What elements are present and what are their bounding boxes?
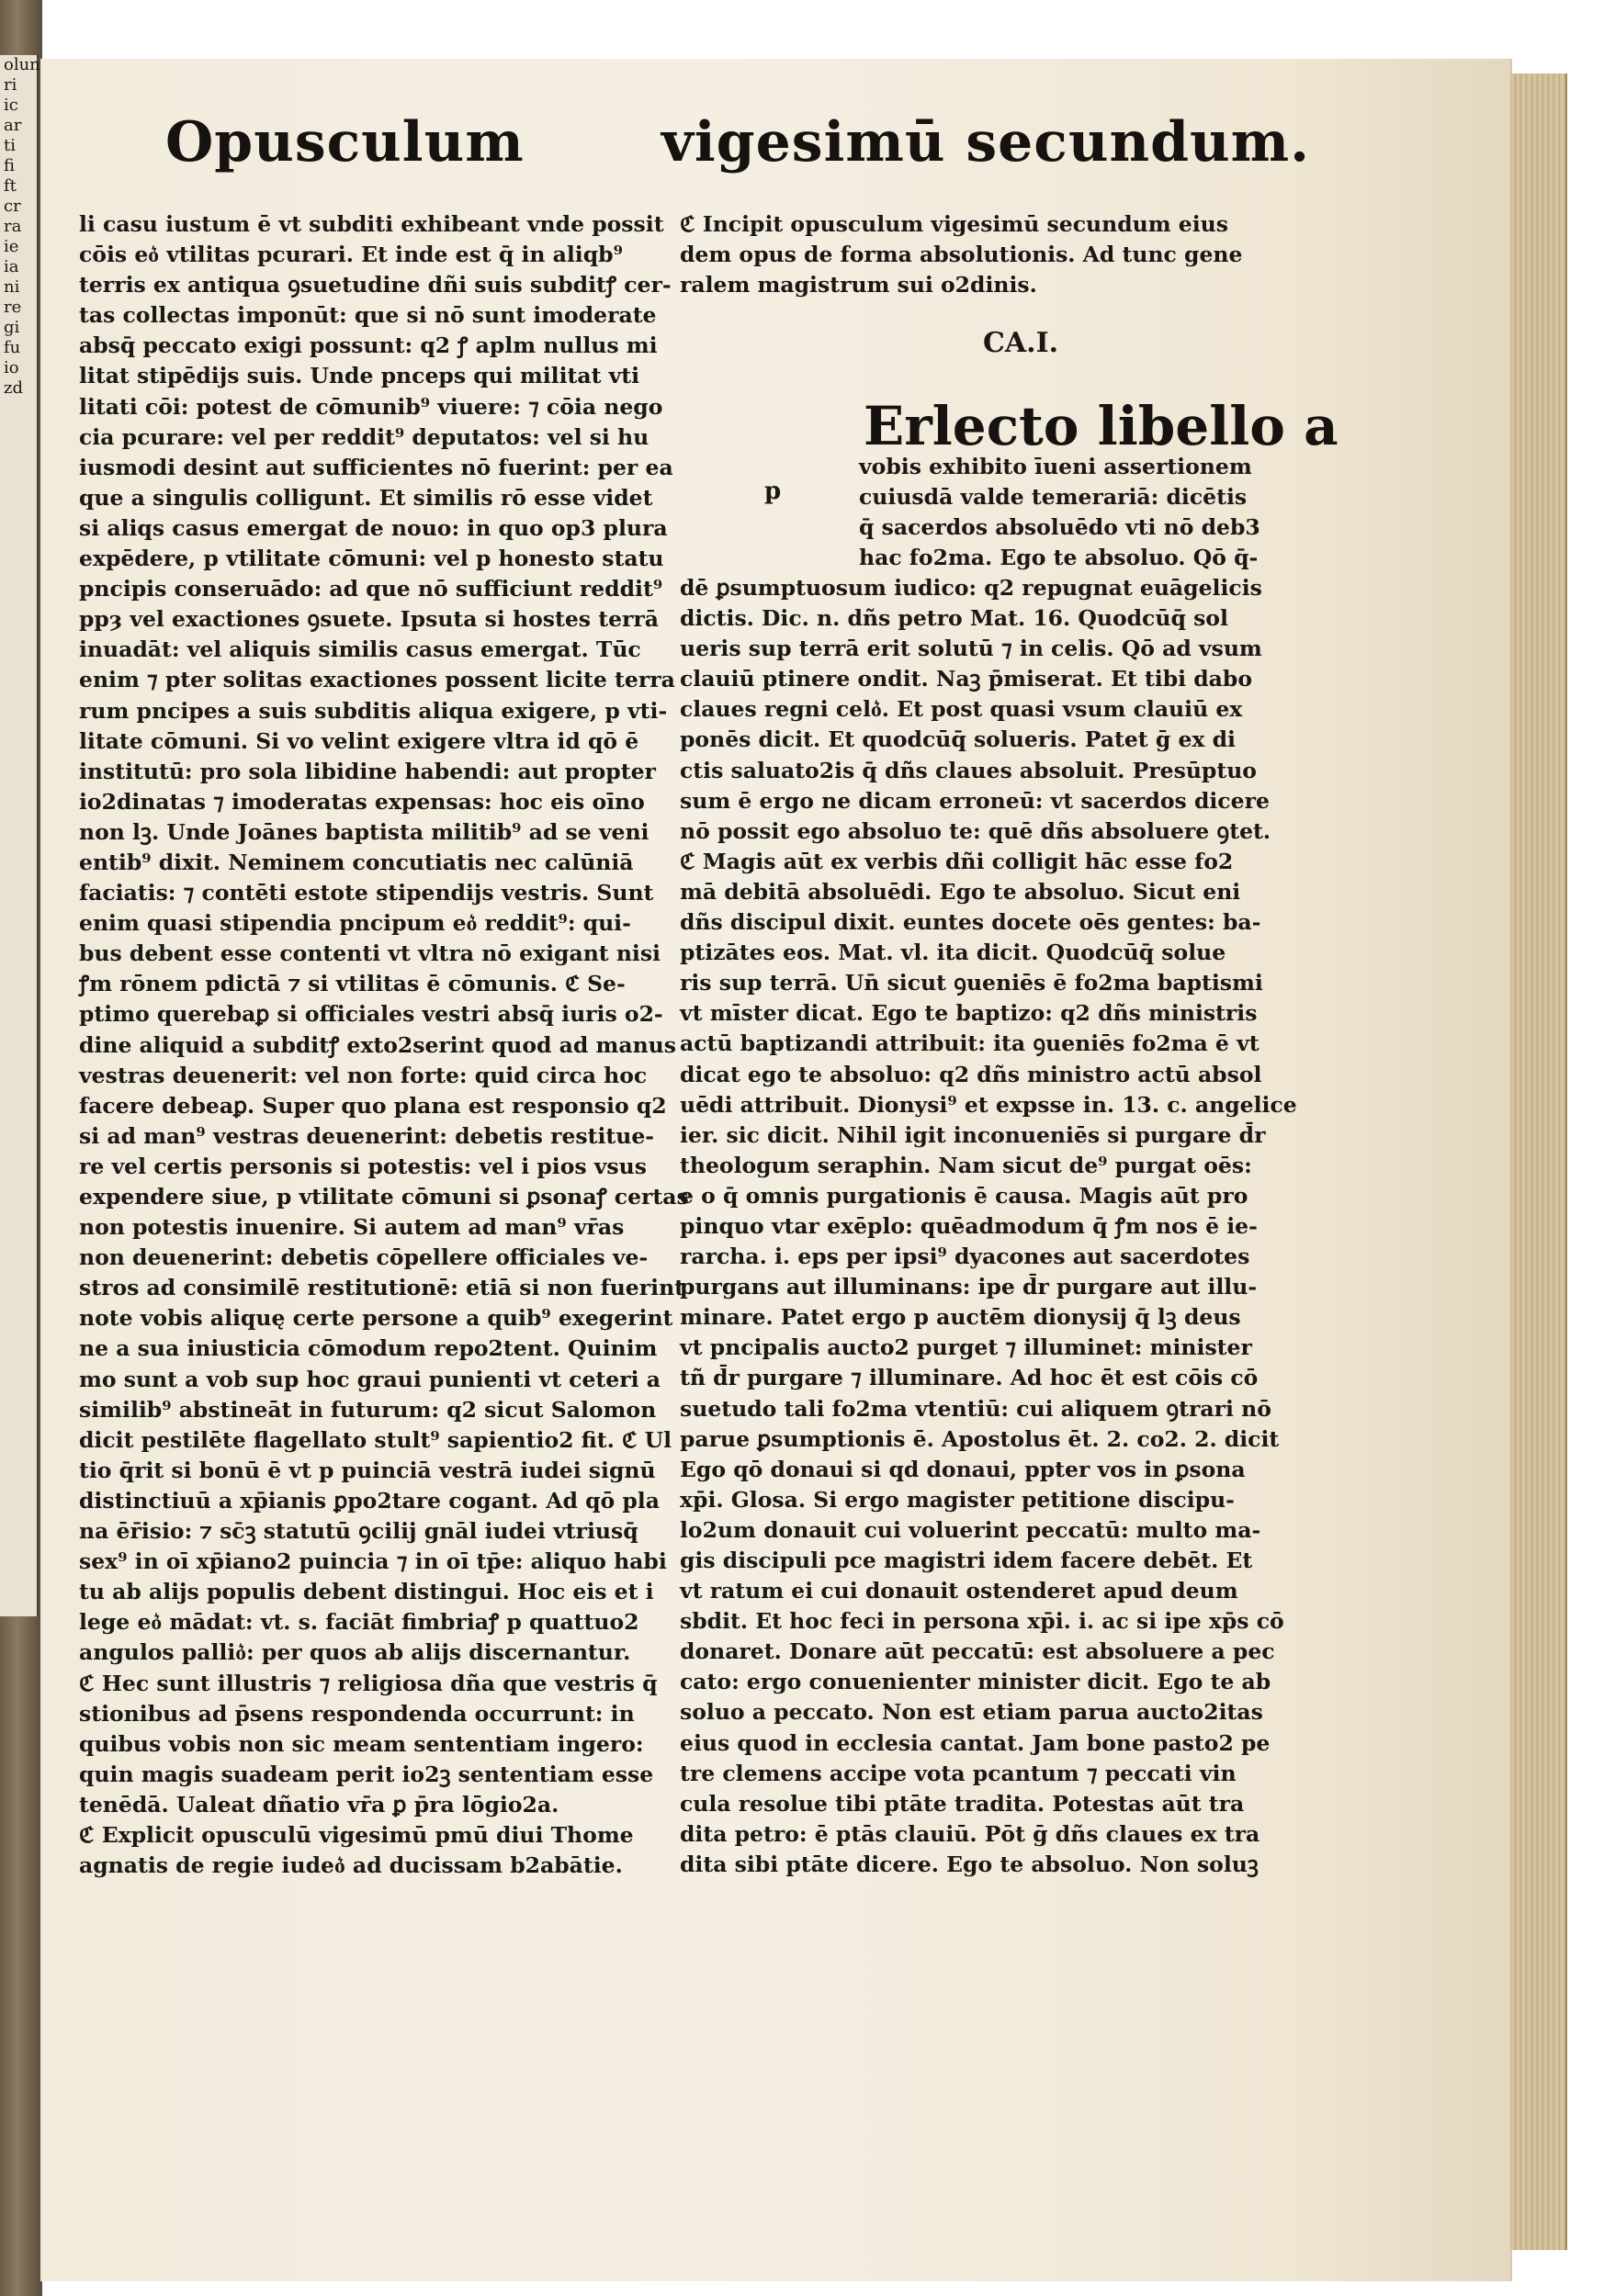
text-line: hac fo2ma. Ego te absoluo. Qō q̄- (859, 545, 1259, 571)
facing-page-strip (0, 55, 39, 1616)
text-line: enim ⁊ pter solitas exactiones possent licite terra (79, 667, 675, 693)
text-line: tñ d̄r purgare ⁊ illuminare. Ad hoc ēt est cōis cō (680, 1365, 1259, 1391)
text-line: theologum seraphin. Nam sicut de⁹ purgat oēs: (680, 1152, 1252, 1178)
text-line: minare. Patet ergo p auctēm dionysij q̄ lꝫ deus (680, 1304, 1241, 1331)
text-line: terris ex antiqua ꝯsuetudine dñi suis subditꝭ cer- (79, 272, 672, 298)
text-line: ctis saluato2is q̄ dñs claues absoluit. Presūptuo (680, 757, 1257, 783)
facing-page-fragment: fu (4, 338, 21, 357)
text-line: inuadāt: vel aliquis similis casus emergat. Tūc (79, 636, 641, 663)
text-line: suetudo tali fo2ma vtentiū: cui aliquem ꝯtrari nō (680, 1395, 1271, 1422)
guide-letter: p (764, 478, 782, 505)
rubric-line: ralem magistrum sui o2dinis. (680, 272, 1037, 298)
facing-page-fragment: ra (4, 217, 22, 236)
right-column-incipit-rubric (680, 209, 1305, 300)
text-line: vobis exhibito īueni assertionem (859, 454, 1252, 479)
text-line: ℭ Explicit opusculū vigesimū pmū diui Thome (79, 1821, 634, 1848)
facing-page-fragment: ia (4, 257, 19, 276)
text-line: cula resolue tibi ptāte tradita. Potestas aūt tra (680, 1790, 1245, 1817)
text-line: purgans aut illuminans: ipe d̄r purgare aut illu- (680, 1274, 1258, 1300)
text-line: vt mīster dicat. Ego te baptizo: q2 dñs ministris (680, 1000, 1258, 1027)
text-line: facere debeaꝑ. Super quo plana est responsio q2 (79, 1092, 667, 1119)
text-line: dita petro: ē ptās clauiū. Pōt ḡ dñs claues ex tra (680, 1820, 1260, 1847)
text-line: cuiusdā valde temerariā: dicētis (859, 484, 1248, 511)
text-line: clauiū ptinere ondit. Naꝫ p̄miserat. Et tibi dabo (680, 666, 1253, 692)
text-line: re vel certis personis si potestis: vel i pios vsus (79, 1153, 647, 1179)
text-line: stionibus ad p̄sens respondenda occurrunt: in (79, 1700, 635, 1727)
page-edges (1510, 73, 1567, 2250)
text-line: ℭ Hec sunt illustris ⁊ religiosa dña que vestris q̄ (79, 1670, 658, 1696)
text-line: litate cōmuni. Si vo velint exigere vltra id qō ē (79, 727, 639, 754)
text-line: xp̄i. Glosa. Si ergo magister petitione discipu- (680, 1486, 1235, 1513)
left-text-column (79, 209, 689, 1881)
text-line: distinctiuū a xp̄ianis ꝑpo2tare cogant. Ad qō pla (79, 1487, 660, 1514)
rubric-line: dem opus de forma absolutionis. Ad tunc gene (680, 242, 1243, 268)
text-line: ppȝ vel exactiones ꝯsuete. Ipsuta si hostes terrā (79, 606, 660, 633)
text-line: tu ab alijs populis debent distingui. Hoc eis et i (79, 1579, 654, 1605)
text-line: Ego qō donaui si qd donaui, ppter vos in ꝑsona (680, 1456, 1246, 1482)
facing-page-fragment: gi (4, 318, 20, 337)
text-line: dine aliquid a subditꝭ exto2serint quod ad manus (79, 1031, 676, 1058)
text-line: ne a sua iniusticia cōmodum repo2tent. Quinim (79, 1335, 658, 1362)
text-line: litat stipēdijs suis. Unde pnceps qui militat vti (79, 363, 640, 389)
text-line: si aliqs casus emergat de nouo: in quo op3 plura (79, 514, 668, 541)
text-line: sbdit. Et hoc feci in persona xp̄i. i. ac si ipe xp̄s cō (680, 1608, 1284, 1635)
facing-page-fragment: re (4, 298, 22, 317)
text-line: dita sibi ptāte dicere. Ego te absoluo. Non soluꝫ (680, 1851, 1259, 1877)
text-line: mo sunt a vob sup hoc graui punienti vt ceteri a (79, 1366, 661, 1392)
text-line: vt ratum ei cui donauit ostenderet apud deum (680, 1578, 1238, 1604)
text-line: nō possit ego absoluo te: quē dñs absoluere ꝯtet. (680, 817, 1271, 844)
text-line: uēdi attribuit. Dionysi⁹ et expsse in. 13. c. angelice (680, 1091, 1297, 1118)
text-line: mā debitā absoluēdi. Ego te absoluo. Sicut eni (680, 878, 1241, 905)
text-line: na ēr̄isio: ⁊ sc̄ꝫ statutū ꝯcilij gnāl iudei vtriusq̄ (79, 1518, 638, 1545)
text-line: que a singulis colligunt. Et similis rō esse videt (79, 484, 653, 511)
text-line: absq̄ peccato exigi possunt: q2 ꝭ aplm nullus mi (79, 332, 658, 359)
text-line: cia pcurare: vel per reddit⁹ deputatos: vel si hu (79, 423, 650, 450)
text-line: cōis eo͛ vtilitas pcurari. Et inde est q̄ in aliqb⁹ (79, 242, 623, 268)
chapter-heading: CA.I. (983, 327, 1059, 359)
text-line: similib⁹ abstineāt in futurum: q2 sicut Salomon (79, 1396, 657, 1423)
text-line: vestras deuenerit: vel non forte: quid circa hoc (79, 1062, 648, 1088)
text-line: expendere siue, p vtilitate cōmuni si ꝑsonaꝭ certas (79, 1184, 689, 1210)
text-line: note vobis aliquę certe persone a quib⁹ exegerint (79, 1305, 673, 1332)
text-line: io2dinatas ⁊ imoderatas expensas: hoc eis oīno (79, 788, 645, 815)
text-line: tre clemens accipe vota pcantum ⁊ peccati vin (680, 1760, 1237, 1786)
facing-page-fragment: ie (4, 237, 19, 256)
text-line: dē ꝑsumptuosum iudico: q2 repugnat euāgelicis (680, 575, 1262, 601)
text-line: tio q̄rit si bonū ē vt p puinciā vestrā iudei signū (79, 1457, 656, 1483)
facing-page-fragment: ar (4, 116, 22, 135)
text-line: dictis. Dic. n. dñs petro Mat. 16. Quodcūq̄ sol (680, 605, 1228, 632)
text-line: lege eo͛ mādat: vt. s. faciāt fimbriaꝭ p quattuo2 (79, 1609, 639, 1636)
text-line: bus debent esse contenti vt vltra nō exigant nisi (79, 940, 661, 967)
facing-page-fragment: ri (4, 75, 17, 95)
text-line: quibus vobis non sic meam sententiam ingero: (79, 1730, 644, 1757)
text-line: stros ad consimilē restitutionē: etiā si non fuerint (79, 1275, 685, 1301)
text-line: ptimo querebaꝑ si officiales vestri absq̄ iuris o2- (79, 1001, 663, 1028)
text-line: lo2um donauit cui voluerint peccatū: multo ma- (680, 1516, 1261, 1543)
text-line: non deuenerint: debetis cōpellere officiales ve- (79, 1244, 649, 1271)
facing-page-fragment: fi (4, 156, 16, 175)
facing-page-fragment: ic (4, 96, 18, 115)
text-line: ptizātes eos. Mat. vl. ita dicit. Quodcūq̄ solue (680, 940, 1226, 966)
text-line: expēdere, p vtilitate cōmuni: vel p honesto statu (79, 546, 664, 572)
text-line: sex⁹ in oī xp̄iano2 puincia ⁊ in oī tp̄e: aliquo habi (79, 1548, 667, 1575)
text-line: dicit pestilēte flagellato stult⁹ sapientio2 fit. ℭ Ul (79, 1426, 672, 1453)
facing-page-fragment: cr (4, 197, 21, 216)
facing-page-fragment: olun (4, 55, 40, 74)
right-text-column (680, 573, 1305, 1880)
text-line: eius quod in ecclesia cantat. Jam bone pasto2 pe (680, 1729, 1271, 1756)
text-line: parue ꝑsumptionis ē. Apostolus ēt. 2. co2. 2. dicit (680, 1425, 1280, 1452)
text-line: actū baptizandi attribuit: ita ꝯueniēs fo2ma ē vt (680, 1030, 1259, 1057)
text-line: pinquo vtar exēplo: quēadmodum q̄ ꝭm nos ē ie- (680, 1212, 1258, 1239)
running-head-left: Opusculum (165, 110, 525, 174)
text-line: vt pncipalis aucto2 purget ⁊ illuminet: minister (680, 1334, 1252, 1361)
text-line: iusmodi desint aut sufficientes nō fuerint: per ea (79, 454, 673, 480)
text-line: ponēs dicit. Et quodcūq̄ solueris. Patet ḡ ex di (680, 726, 1236, 753)
text-line: ris sup terrā. Un̄ sicut ꝯueniēs ē fo2ma baptismi (680, 970, 1263, 996)
text-line: ꝭm rōnem pdictā ⁊ si vtilitas ē cōmunis. ℭ Se- (79, 971, 626, 997)
text-line: donaret. Donare aūt peccatū: est absoluere a pec (680, 1638, 1275, 1665)
text-line: enim quasi stipendia pncipum eo͛ reddit⁹: qui- (79, 910, 631, 937)
facing-page-fragment: ft (4, 176, 17, 196)
rubric-line: ℭ Incipit opusculum vigesimū secundum eius (680, 211, 1228, 237)
text-line: dicat ego te absoluo: q2 dñs ministro actū absol (680, 1061, 1262, 1087)
text-line: pncipis conseruādo: ad que nō sufficiunt reddit⁹ (79, 576, 663, 602)
facing-page-fragment: ni (4, 277, 20, 297)
text-line: institutū: pro sola libidine habendi: aut propter (79, 758, 656, 784)
text-line: entib⁹ dixit. Neminem concutiatis nec calūniā (79, 849, 634, 875)
text-line: cato: ergo conuenienter minister dicit. Ego te ab (680, 1669, 1271, 1695)
text-line: dñs discipul dixit. euntes docete oēs gentes: ba- (680, 909, 1261, 936)
text-line: faciatis: ⁊ contēti estote stipendijs vestris. Sunt (79, 880, 654, 906)
text-line: claues regni celo͛. Et post quasi vsum clauiū ex (680, 696, 1243, 723)
text-line: tas collectas imponūt: que si nō sunt imoderate (79, 302, 657, 329)
text-line: e o q̄ omnis purgationis ē causa. Magis aūt pro (680, 1182, 1248, 1209)
text-line: agnatis de regie iudeo͛ ad ducissam b2abātie. (79, 1852, 623, 1879)
text-line: rum pncipes a suis subditis aliqua exigere, p vti- (79, 697, 668, 724)
text-line: gis discipuli pce magistri idem facere debēt. Et (680, 1548, 1253, 1573)
text-line: quin magis suadeam perit io2ꝫ sententiam esse (79, 1761, 654, 1787)
facing-page-fragment: io (4, 358, 19, 377)
right-column-indented-text (859, 452, 1300, 573)
text-line: q̄ sacerdos absoluēdo vti nō deb3 (859, 514, 1260, 541)
incipit-heading: Erlecto libello a (864, 395, 1339, 457)
text-line: ier. sic dicit. Nihil igit inconueniēs si purgare d̄r (680, 1121, 1266, 1148)
text-line: litati cōi: potest de cōmunib⁹ viuere: ⁊ cōia nego (79, 393, 663, 420)
text-line: rarcha. i. eps per ipsi⁹ dyacones aut sacerdotes (680, 1244, 1250, 1270)
text-line: si ad man⁹ vestras deuenerint: debetis restitue- (79, 1122, 655, 1149)
text-line: li casu iustum ē vt subditi exhibeant vnde possit (79, 211, 664, 237)
text-line: soluo a peccato. Non est etiam parua aucto2itas (680, 1699, 1263, 1726)
text-line: sum ē ergo ne dicam erroneū: vt sacerdos dicere (680, 787, 1270, 814)
text-line: tenēdā. Ualeat dñatio vr̄a ꝑ p̄ra lōgio2a. (79, 1791, 559, 1818)
text-line: angulos pallio͛: per quos ab alijs discernantur. (79, 1639, 631, 1666)
text-line: non lꝫ. Unde Joānes baptista militib⁹ ad se veni (79, 818, 650, 845)
text-line: non potestis inuenire. Si autem ad man⁹ vr̄as (79, 1214, 625, 1241)
running-head-right: vigesimū secundum. (661, 110, 1311, 174)
text-line: ueris sup terrā erit solutū ⁊ in celis. Qō ad vsum (680, 636, 1262, 662)
facing-page-fragment: zd (4, 378, 24, 398)
facing-page-fragment: ti (4, 136, 16, 155)
text-line: ℭ Magis aūt ex verbis dñi colligit hāc esse fo2 (680, 848, 1234, 874)
